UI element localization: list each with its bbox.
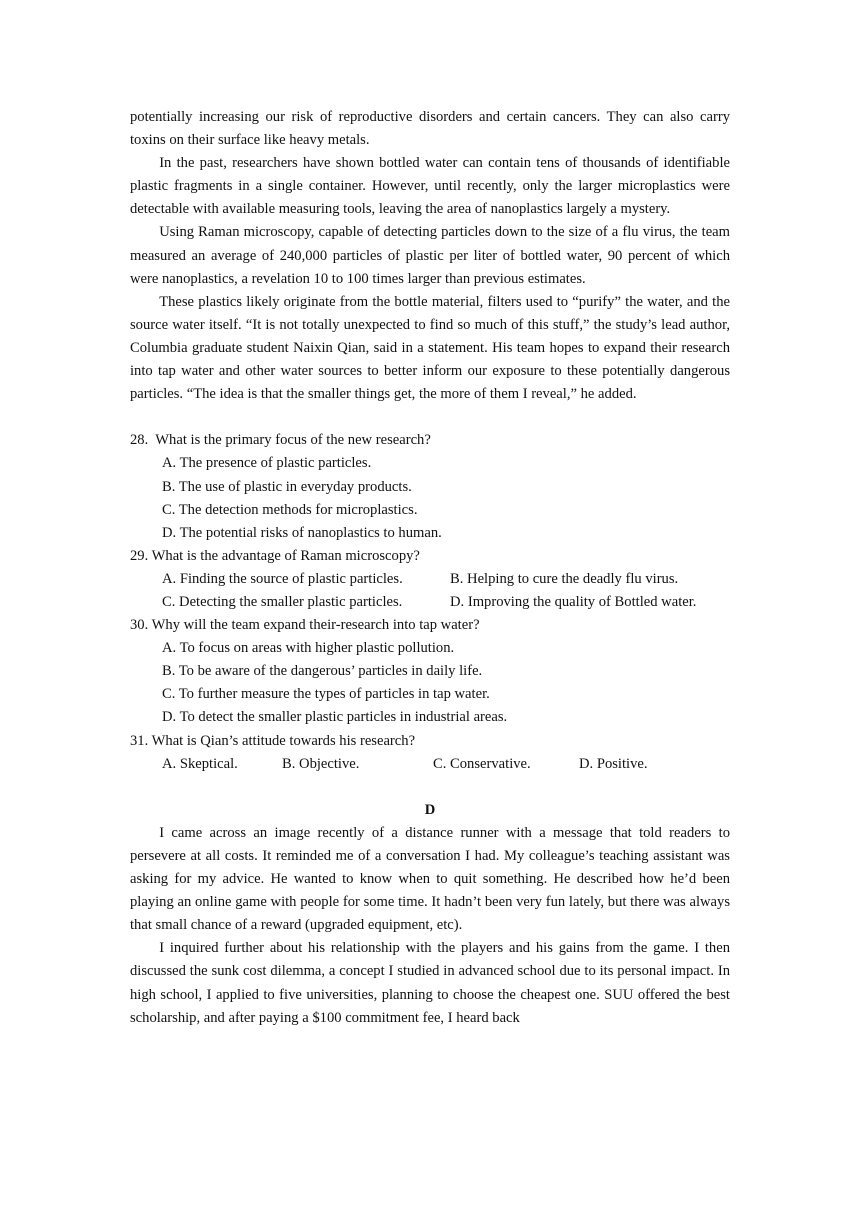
answer-option[interactable]: B. Helping to cure the deadly flu virus. [450,570,679,587]
question-29 [130,545,730,614]
section-title: D [424,801,436,818]
option-row [162,568,730,591]
spacer [130,406,730,429]
answer-option[interactable]: C. Conservative. [433,755,531,772]
question-30 [130,614,730,729]
option-row [162,753,730,776]
answer-option[interactable]: C. To further measure the types of particles in tap water. [162,686,490,703]
passage-paragraph: I inquired further about his relationship with the players and his gains from the game. I then discussed the sunk cost dilemma, a concept I studied in advanced school due to its personal impact. In high school, I applied to five universities, planning to choose the cheapest one. SUU offered the best scholarship, and after paying a $100 commitment fee, I heard back [130,940,730,1026]
question-stem: 28. What is the primary focus of the new research? [130,432,431,449]
question-28 [130,429,730,544]
answer-option[interactable]: D. Improving the quality of Bottled water. [450,593,697,610]
answer-option[interactable]: D. To detect the smaller plastic particles in industrial areas. [162,709,508,726]
spacer [130,776,730,799]
passage-paragraph: These plastics likely originate from the bottle material, filters used to “purify” the water, and the source water itself. “It is not totally unexpected to find so much of this stuff,” the study’s lead author, Columbia graduate student Naixin Qian, said in a statement. His team hopes to expand their research into tap water and other water sources to better inform our exposure to these potentially dangerous particles. “The idea is that the smaller things get, the more of them I reveal,” he added. [130,293,730,403]
answer-option[interactable]: A. Finding the source of plastic particles. [162,570,403,587]
answer-option[interactable]: A. Skeptical. [162,755,238,772]
answer-option[interactable]: C. Detecting the smaller plastic particles. [162,593,403,610]
passage-paragraph: Using Raman microscopy, capable of detecting particles down to the size of a flu virus, the team measured an average of 240,000 particles of plastic per liter of bottled water, 90 percent of which were nanoplastics, a revelation 10 to 100 times larger than previous estimates. [130,224,730,287]
exam-page [130,106,730,1030]
answer-option[interactable]: A. The presence of plastic particles. [162,455,372,472]
question-31 [130,730,730,776]
answer-option[interactable]: D. The potential risks of nanoplastics to human. [162,524,442,541]
question-stem: 31. What is Qian’s attitude towards his research? [130,732,416,749]
section-d [130,799,730,1030]
answer-option[interactable]: B. To be aware of the dangerous’ particles in daily life. [162,663,483,680]
answer-option[interactable]: A. To focus on areas with higher plastic pollution. [162,640,455,657]
passage-c [130,106,730,406]
passage-paragraph: In the past, researchers have shown bottled water can contain tens of thousands of identifiable plastic fragments in a single container. However, until recently, only the larger microplastics were detectable with available measuring tools, leaving the area of nanoplastics largely a mystery. [130,155,730,218]
question-stem: 30. Why will the team expand their-research into tap water? [130,617,480,634]
passage-paragraph: potentially increasing our risk of reproductive disorders and certain cancers. They can also carry toxins on their surface like heavy metals. [130,109,730,149]
answer-option[interactable]: C. The detection methods for microplastics. [162,501,418,518]
question-stem: 29. What is the advantage of Raman microscopy? [130,547,420,564]
answer-option[interactable]: B. Objective. [282,755,360,772]
option-row [162,591,730,614]
answer-option[interactable]: B. The use of plastic in everyday products. [162,478,412,495]
passage-paragraph: I came across an image recently of a distance runner with a message that told readers to persevere at all costs. It reminded me of a conversation I had. My colleague’s teaching assistant was asking for my advice. He wanted to know when to quit something. He described how he’d been playing an online game with people for some time. It hadn’t been very fun lately, but there was always that small chance of a reward (upgraded equipment, etc). [130,824,730,934]
answer-option[interactable]: D. Positive. [579,755,648,772]
